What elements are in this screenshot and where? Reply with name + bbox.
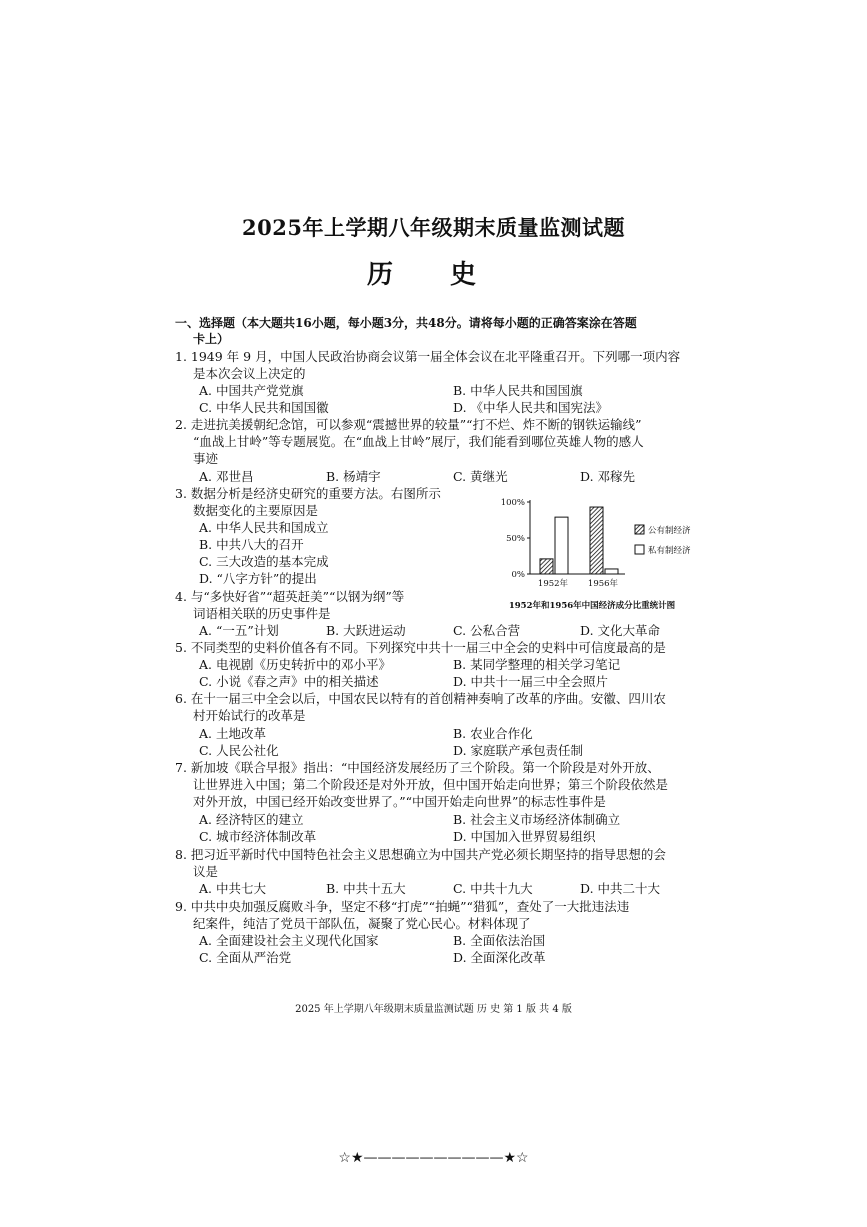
question-4-stem: 4. 与“多快好省”“超英赶美”“以钢为纲”等 — [175, 589, 405, 604]
question-7-option-c: C. 城市经济体制改革 — [199, 829, 317, 844]
y-tick-label: 50% — [506, 534, 525, 544]
question-1-option-a: A. 中国共产党党旗 — [199, 383, 304, 398]
question-4-option-b: B. 大跃进运动 — [326, 623, 406, 638]
question-4-option-c: C. 公私合营 — [453, 623, 521, 638]
question-7-stem-cont: 让世界进入中国；第二个阶段还是对外开放，但中国开始走向世界；第三个阶段依然是 — [193, 777, 669, 792]
question-5-option-a: A. 电视剧《历史转折中的邓小平》 — [199, 657, 391, 672]
question-9-option-c: C. 全面从严治党 — [199, 950, 292, 965]
star-divider: ☆★——————————★☆ — [338, 1150, 529, 1166]
question-7-option-d: D. 中国加入世界贸易组织 — [453, 829, 596, 844]
question-1-option-c: C. 中华人民共和国国徽 — [199, 400, 329, 415]
question-3-option-c: C. 三大改造的基本完成 — [199, 554, 329, 569]
question-7-stem: 7. 新加坡《联合早报》指出：“中国经济发展经历了三个阶段。第一个阶段是对外开放、 — [175, 760, 660, 775]
question-8-stem: 8. 把习近平新时代中国特色社会主义思想确立为中国共产党必须长期坚持的指导思想的会 — [175, 847, 666, 862]
question-5-stem: 5. 不同类型的史料价值各有不同。下列探究中共十一届三中全会的史料中可信度最高的是 — [175, 640, 666, 655]
question-6-stem-cont: 村开始试行的改革是 — [193, 708, 306, 723]
question-3-option-a: A. 中华人民共和国成立 — [199, 520, 329, 535]
chart-title: 1952年和1956年中国经济成分比重统计图 — [508, 601, 676, 611]
question-4-stem-cont: 词语相关联的历史事件是 — [193, 606, 331, 621]
question-8-option-a: A. 中共七大 — [199, 881, 266, 896]
question-8-option-c: C. 中共十九大 — [453, 881, 533, 896]
subject-title: 历 史 — [366, 260, 501, 290]
question-7-option-a: A. 经济特区的建立 — [199, 812, 304, 827]
economy-composition-chart — [490, 492, 720, 617]
question-2-option-d: D. 邓稼先 — [580, 469, 636, 484]
question-3-option-d: D. “八字方针”的提出 — [199, 571, 317, 586]
bar-公有制经济 — [590, 507, 603, 574]
exam-title: 2025年上学期八年级期末质量监测试题 — [242, 215, 625, 240]
question-5-option-d: D. 中共十一届三中全会照片 — [453, 674, 609, 689]
legend-label: 公有制经济 — [648, 526, 691, 536]
bar-私有制经济 — [555, 517, 568, 574]
question-6-option-b: B. 农业合作化 — [453, 726, 533, 741]
y-tick-label: 100% — [500, 498, 525, 508]
question-9-stem-cont: 纪案件，纯洁了党员干部队伍，凝聚了党心民心。材料体现了 — [193, 916, 531, 931]
question-8-option-d: D. 中共二十大 — [580, 881, 661, 896]
question-9-option-a: A. 全面建设社会主义现代化国家 — [199, 933, 379, 948]
page-footer: 2025 年上学期八年级期末质量监测试题 历 史 第 1 版 共 4 版 — [295, 1004, 572, 1015]
section-heading-cont: 卡上） — [193, 332, 230, 346]
question-2-option-b: B. 杨靖宇 — [326, 469, 381, 484]
question-2-stem-cont: 事迹 — [193, 451, 219, 466]
question-2-option-c: C. 黄继光 — [453, 469, 508, 484]
question-3-option-b: B. 中共八大的召开 — [199, 537, 304, 552]
question-1-option-d: D. 《中华人民共和国宪法》 — [453, 400, 609, 415]
question-3-stem-cont: 数据变化的主要原因是 — [193, 503, 319, 518]
legend-swatch — [635, 525, 644, 534]
section-heading: 一、选择题（本大题共16小题，每小题3分，共48分。请将每小题的正确答案涂在答题 — [175, 316, 637, 330]
question-1-stem: 1. 1949 年 9 月，中国人民政治协商会议第一届全体会议在北平隆重召开。下列哪一项内容 — [175, 349, 681, 364]
legend-label: 私有制经济 — [648, 546, 691, 556]
question-3-stem: 3. 数据分析是经济史研究的重要方法。右图所示 — [175, 486, 441, 501]
bar-公有制经济 — [540, 559, 553, 574]
question-6-stem: 6. 在十一届三中全会以后，中国农民以特有的首创精神奏响了改革的序曲。安徽、四川农 — [175, 691, 666, 706]
question-9-option-d: D. 全面深化改革 — [453, 950, 546, 965]
question-1-option-b: B. 中华人民共和国国旗 — [453, 383, 583, 398]
x-tick-label: 1956年 — [587, 579, 619, 589]
bar-私有制经济 — [605, 569, 618, 574]
question-6-option-a: A. 土地改革 — [199, 726, 266, 741]
question-9-option-b: B. 全面依法治国 — [453, 933, 546, 948]
question-6-option-c: C. 人民公社化 — [199, 743, 279, 758]
question-4-option-d: D. 文化大革命 — [580, 623, 661, 638]
x-tick-label: 1952年 — [537, 579, 569, 589]
question-2-stem: 2. 走进抗美援朝纪念馆，可以参观“震撼世界的较量”“打不烂、炸不断的钢铁运输线” — [175, 417, 642, 432]
question-7-option-b: B. 社会主义市场经济体制确立 — [453, 812, 621, 827]
question-7-stem-cont: 对外开放，中国已经开始改变世界了。”“中国开始走向世界”的标志性事件是 — [193, 794, 606, 809]
question-4-option-a: A. “一五”计划 — [199, 623, 279, 638]
question-8-stem-cont: 议是 — [193, 864, 219, 879]
question-6-option-d: D. 家庭联产承包责任制 — [453, 743, 584, 758]
question-1-stem-cont: 是本次会议上决定的 — [193, 366, 306, 381]
question-5-option-c: C. 小说《春之声》中的相关描述 — [199, 674, 379, 689]
legend-swatch — [635, 545, 644, 554]
question-2-stem-cont: “血战上甘岭”等专题展览。在“血战上甘岭”展厅，我们能看到哪位英雄人物的感人 — [193, 434, 644, 449]
y-tick-label: 0% — [511, 570, 525, 580]
question-9-stem: 9. 中共中央加强反腐败斗争，坚定不移“打虎”“拍蝇”“猎狐”，查处了一大批违法违 — [175, 899, 630, 914]
question-2-option-a: A. 邓世昌 — [199, 469, 254, 484]
question-5-option-b: B. 某同学整理的相关学习笔记 — [453, 657, 621, 672]
question-8-option-b: B. 中共十五大 — [326, 881, 406, 896]
